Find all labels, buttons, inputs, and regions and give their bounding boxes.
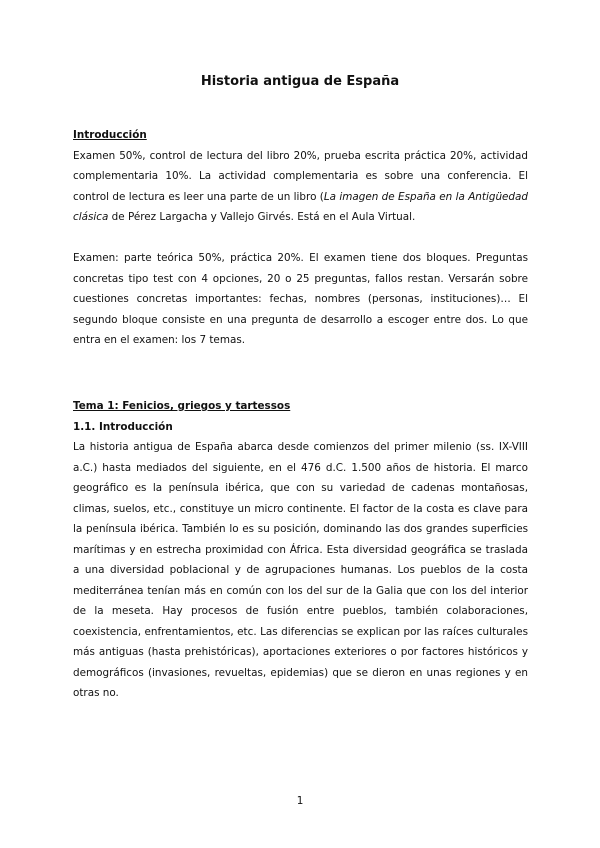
tema1-heading: Tema 1: Fenicios, griegos y tartessos [73, 400, 291, 412]
tema1-section [73, 396, 528, 704]
book-title: La imagen de España en la Antigüedad clásica [73, 190, 528, 223]
intro-p1-text-b: de Pérez Largacha y Vallejo Girvés. Está en el Aula Virtual. [108, 211, 416, 223]
document-title: Historia antigua de España [200, 74, 400, 89]
intro-section [73, 125, 528, 351]
intro-paragraph-2: Examen: parte teórica 50%, práctica 20%. El examen tiene dos bloques. Preguntas concretas tipo test con 4 opciones, 20 o 25 preguntas, fallos restan. Versarán sobre cuestiones concretas importantes: fechas, nombres (personas, instituciones)… El segundo bloque consiste en una pregunta de desarrollo a escoger entre dos. Lo que entra en el examen: los 7 temas. [73, 252, 528, 346]
intro-heading: Introducción [73, 129, 147, 141]
tema1-paragraph-1: La historia antigua de España abarca desde comienzos del primer milenio (ss. IX-VIII a.C.) hasta mediados del siguiente, en el 476 d.C. 1.500 años de historia. El marco geográfico es la península ibérica, que con su variedad de cadenas montañosas, climas, suelos, etc., constituye un micro continente. El factor de la costa es clave para la península ibérica. También lo es su posición, dominando las dos grandes superficies marítimas y en estrecha proximidad con África. Esta diversidad geográfica se traslada a una diversidad poblacional y de agrupaciones humanas. Los pueblos de la costa mediterránea tenían más en común con los del sur de la Galia que con los del interior de la meseta. Hay procesos de fusión entre pueblos, también colaboraciones, coexistencia, enfrentamientos, etc. Las diferencias se explican por las raíces culturales más antiguas (hasta prehistóricas), aportaciones exteriores o por factores históricos y demográficos (invasiones, revueltas, epidemias) que se dieron en unas regiones y en otras no. [73, 441, 528, 699]
page-number: 1 [296, 795, 304, 807]
intro-paragraph-1 [73, 146, 528, 228]
tema1-subheading: 1.1. Introducción [73, 420, 173, 433]
intro-p1-text-a: Examen 50%, control de lectura del libro 20%, prueba escrita práctica 20%, actividad complementaria 10%. La actividad complementaria es sobre una conferencia. El control de lectura es leer una parte de un libro ( [73, 149, 528, 203]
